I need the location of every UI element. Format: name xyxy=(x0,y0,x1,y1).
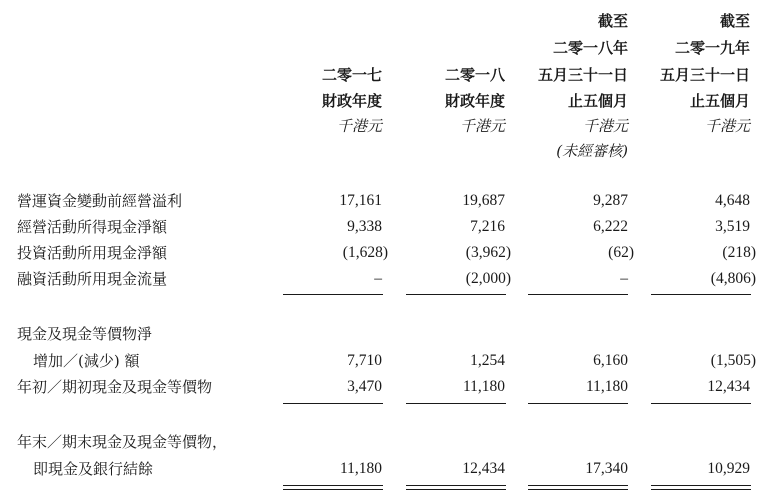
row-value: (1,628) xyxy=(342,244,388,261)
column-header-line: 止五個月 xyxy=(567,92,628,110)
total-double-rule xyxy=(283,485,383,490)
subtotal-rule xyxy=(528,294,628,295)
subtotal-rule xyxy=(651,294,751,295)
row-value: 6,160 xyxy=(593,352,628,369)
row-value: 7,216 xyxy=(470,218,505,235)
row-value: 9,287 xyxy=(593,192,628,209)
column-unit: 千港元 xyxy=(336,117,382,135)
row-value: 11,180 xyxy=(462,378,505,395)
row-value: (2,000) xyxy=(465,270,511,287)
row-value: 9,338 xyxy=(347,218,382,235)
column-note: (未經審核) xyxy=(556,142,628,160)
row-value: 4,648 xyxy=(715,192,750,209)
row-label: 年初／期初現金及現金等價物 xyxy=(17,378,213,396)
column-unit: 千港元 xyxy=(459,117,505,135)
row-value: 11,180 xyxy=(339,460,382,477)
row-value: 1,254 xyxy=(470,352,505,369)
column-unit: 千港元 xyxy=(582,117,628,135)
row-value: (4,806) xyxy=(710,270,756,287)
row-value: (1,505) xyxy=(710,352,756,369)
column-header-line: 二零一八年 xyxy=(552,39,628,57)
column-header-line: 財政年度 xyxy=(444,92,505,110)
row-value: 11,180 xyxy=(585,378,628,395)
subtotal-rule xyxy=(283,403,383,404)
row-label: 融資活動所用現金流量 xyxy=(17,270,168,288)
row-value: 19,687 xyxy=(462,192,505,209)
row-value: 12,434 xyxy=(462,460,505,477)
row-value: 7,710 xyxy=(347,352,382,369)
row-value: 3,519 xyxy=(715,218,750,235)
row-label: 現金及現金等價物淨 xyxy=(17,325,153,343)
column-header-line: 五月三十一日 xyxy=(537,66,628,84)
row-value: – xyxy=(620,270,628,287)
row-value: 17,161 xyxy=(339,192,382,209)
subtotal-rule xyxy=(406,403,506,404)
row-label: 年末／期末現金及現金等價物， xyxy=(17,433,228,451)
row-label: 即現金及銀行結餘 xyxy=(33,460,154,478)
column-header-line: 二零一九年 xyxy=(674,39,750,57)
row-label: 增加／(減少) 額 xyxy=(33,352,140,370)
subtotal-rule xyxy=(406,294,506,295)
column-header-line: 二零一八 xyxy=(444,66,505,84)
column-header-line: 止五個月 xyxy=(689,92,750,110)
row-value: – xyxy=(374,270,382,287)
total-double-rule xyxy=(528,485,628,490)
subtotal-rule xyxy=(283,294,383,295)
row-label: 營運資金變動前經營溢利 xyxy=(17,192,183,210)
row-value: 6,222 xyxy=(593,218,628,235)
column-header-line: 截至 xyxy=(719,12,750,30)
subtotal-rule xyxy=(528,403,628,404)
row-value: 12,434 xyxy=(707,378,750,395)
row-value: (62) xyxy=(608,244,634,261)
row-label: 投資活動所用現金淨額 xyxy=(17,244,168,262)
row-value: 17,340 xyxy=(585,460,628,477)
column-unit: 千港元 xyxy=(704,117,750,135)
column-header-line: 五月三十一日 xyxy=(659,66,750,84)
total-double-rule xyxy=(651,485,751,490)
subtotal-rule xyxy=(651,403,751,404)
total-double-rule xyxy=(406,485,506,490)
row-value: (218) xyxy=(722,244,756,261)
row-value: 10,929 xyxy=(707,460,750,477)
column-header-line: 財政年度 xyxy=(321,92,382,110)
row-label: 經營活動所得現金淨額 xyxy=(17,218,168,236)
column-header-line: 截至 xyxy=(597,12,628,30)
row-value: (3,962) xyxy=(465,244,511,261)
row-value: 3,470 xyxy=(347,378,382,395)
column-header-line: 二零一七 xyxy=(321,66,382,84)
